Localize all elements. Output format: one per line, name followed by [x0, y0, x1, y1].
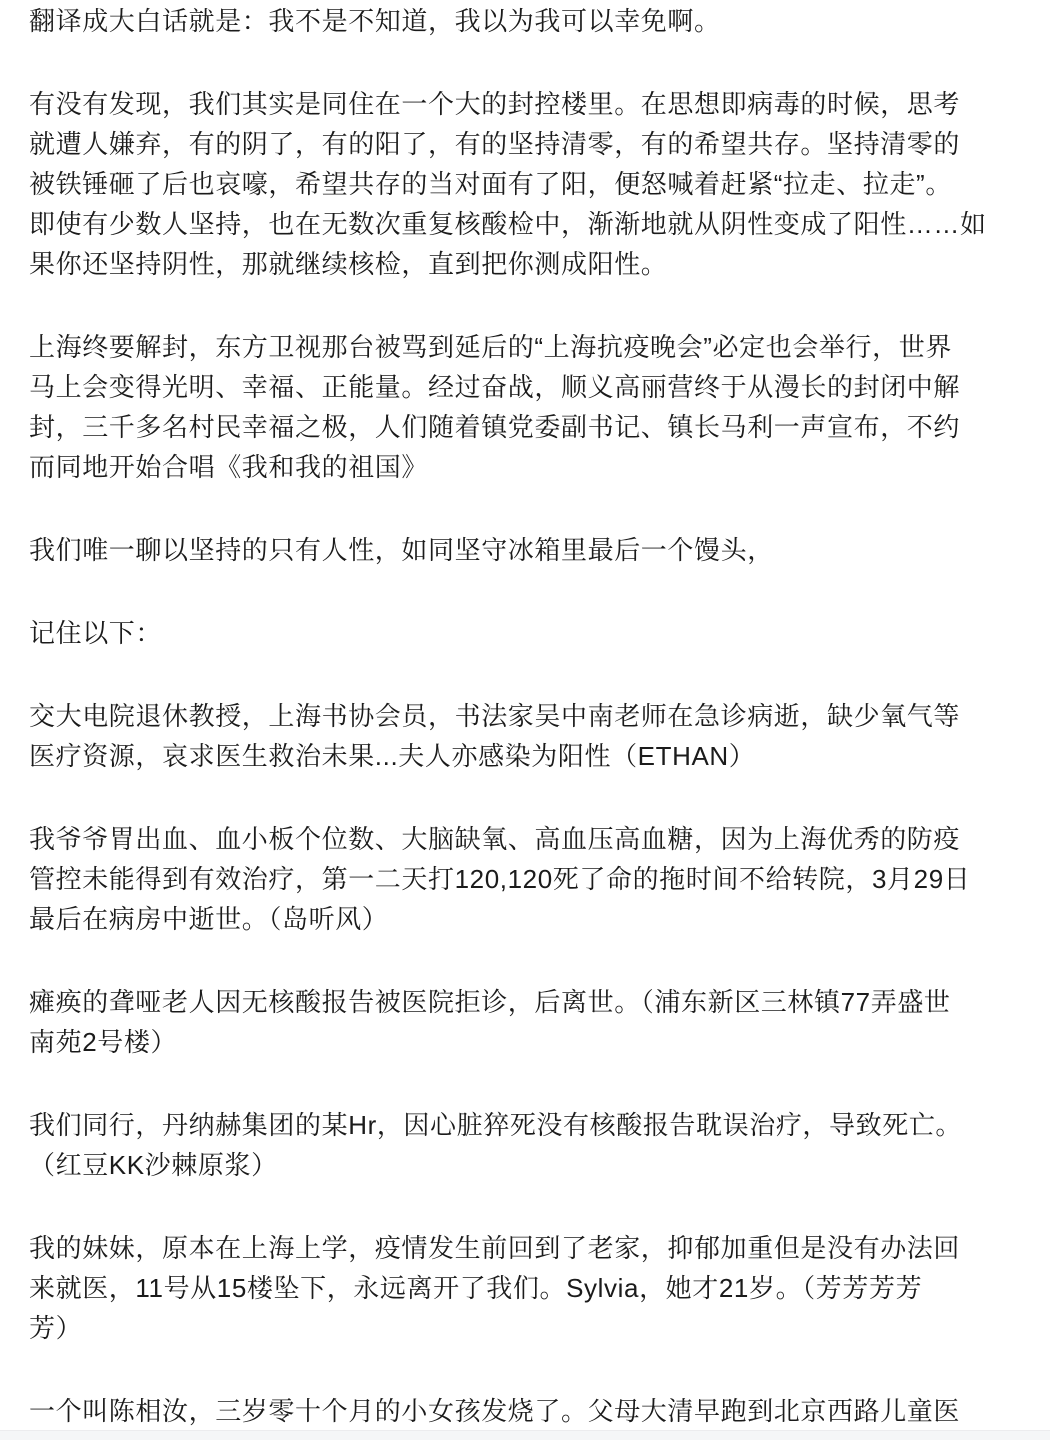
- paragraph-6-line-2: 医疗资源，哀求医生救治未果...夫人亦感染为阳性（ETHAN）: [29, 741, 756, 771]
- paragraph-9-line-2: （红豆KK沙棘原浆）: [29, 1150, 278, 1180]
- paragraph-8: [29, 982, 992, 1062]
- paragraph-8-line-1: 瘫痪的聋哑老人因无核酸报告被医院拒诊，后离世。（浦东新区三林镇77弄盛世: [29, 987, 951, 1017]
- paragraph-2-line-1: 有没有发现，我们其实是同住在一个大的封控楼里。在思想即病毒的时候，思考: [29, 89, 961, 119]
- paragraph-2-line-3: 被铁锤砸了后也哀嚎，希望共存的当对面有了阳，便怒喊着赶紧“拉走、拉走”。: [29, 169, 952, 199]
- paragraph-7-line-3: 最后在病房中逝世。（岛听风）: [29, 904, 389, 934]
- bottom-edge-strip: [0, 1430, 1050, 1440]
- paragraph-4: [29, 530, 992, 570]
- paragraph-1-line-1: 翻译成大白话就是：我不是不知道，我以为我可以幸免啊。: [29, 6, 721, 36]
- paragraph-2-line-2: 就遭人嫌弃，有的阴了，有的阳了，有的坚持清零，有的希望共存。坚持清零的: [29, 129, 961, 159]
- paragraph-4-line-1: 我们唯一聊以坚持的只有人性，如同坚守冰箱里最后一个馒头，: [29, 535, 774, 565]
- paragraph-2: [29, 84, 992, 284]
- paragraph-7-line-2: 管控未能得到有效治疗，第一二天打120,120死了命的拖时间不给转院，3月29日: [29, 864, 971, 894]
- paragraph-7: [29, 819, 992, 939]
- paragraph-3: [29, 327, 992, 487]
- paragraph-5: [29, 613, 992, 653]
- paragraph-7-line-1: 我爷爷胃出血、血小板个位数、大脑缺氧、高血压高血糖，因为上海优秀的防疫: [29, 824, 961, 854]
- paragraph-3-line-2: 马上会变得光明、幸福、正能量。经过奋战，顺义高丽营终于从漫长的封闭中解: [29, 372, 961, 402]
- paragraph-10-line-3: 芳）: [29, 1313, 83, 1343]
- paragraph-1: [29, 1, 992, 41]
- paragraph-8-line-2: 南苑2号楼）: [29, 1027, 178, 1057]
- paragraph-3-line-1: 上海终要解封，东方卫视那台被骂到延后的“上海抗疫晚会”必定也会举行，世界: [29, 332, 952, 362]
- paragraph-3-line-4: 而同地开始合唱《我和我的祖国》: [29, 452, 429, 482]
- paragraph-10-line-1: 我的妹妹，原本在上海上学，疫情发生前回到了老家，抑郁加重但是没有办法回: [29, 1233, 961, 1263]
- paragraph-11-line-1: 一个叫陈相汝，三岁零十个月的小女孩发烧了。父母大清早跑到北京西路儿童医: [29, 1396, 961, 1426]
- paragraph-6: [29, 696, 992, 776]
- paragraph-9-line-1: 我们同行，丹纳赫集团的某Hr，因心脏猝死没有核酸报告耽误治疗，导致死亡。: [29, 1110, 963, 1140]
- paragraph-6-line-1: 交大电院退休教授，上海书协会员，书法家吴中南老师在急诊病逝，缺少氧气等: [29, 701, 961, 731]
- paragraph-3-line-3: 封，三千多名村民幸福之极，人们随着镇党委副书记、镇长马利一声宣布，不约: [29, 412, 961, 442]
- paragraph-10: [29, 1228, 992, 1348]
- paragraph-11: [29, 1391, 992, 1431]
- paragraph-5-line-1: 记住以下：: [29, 618, 163, 648]
- paragraph-9: [29, 1105, 992, 1185]
- paragraph-2-line-4: 即使有少数人坚持，也在无数次重复核酸检中，渐渐地就从阴性变成了阳性……如: [29, 209, 987, 239]
- paragraph-2-line-5: 果你还坚持阴性，那就继续核检，直到把你测成阳性。: [29, 249, 668, 279]
- paragraph-10-line-2: 来就医，11号从15楼坠下，永远离开了我们。Sylvia，她才21岁。（芳芳芳芳: [29, 1273, 923, 1303]
